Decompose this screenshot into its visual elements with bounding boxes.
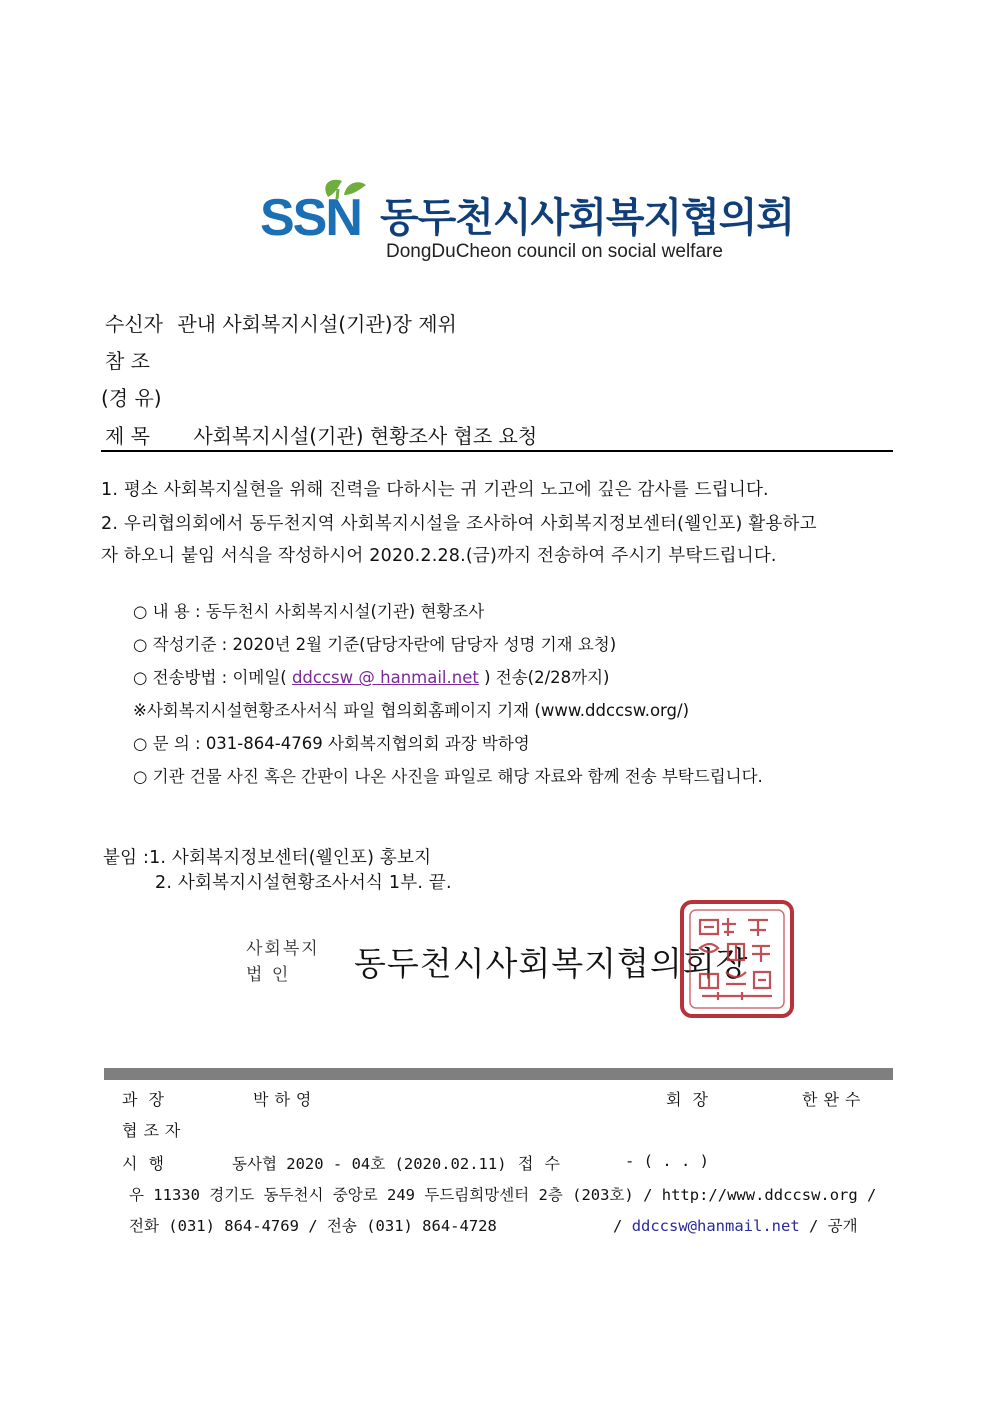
via-label: (경 유): [101, 386, 162, 410]
item-photo: ○ 기관 건물 사진 혹은 간판이 나온 사진을 파일로 해당 자료와 함께 전송 부탁드립니다.: [133, 767, 763, 786]
enforce-label: 시 행: [122, 1154, 167, 1173]
receipt-value: - ( . . ): [625, 1152, 709, 1170]
method-suffix: ) 전송(2/28까지): [484, 668, 610, 687]
recipient-row: [105, 308, 457, 337]
signature-small-bottom: 법 인: [246, 965, 291, 985]
body-paragraph-1: 1. 평소 사회복지실현을 위해 진력을 다하시는 귀 기관의 노고에 깊은 감사를 드립니다.: [101, 480, 769, 500]
footer-email-row: [613, 1214, 858, 1236]
item-basis: ○ 작성기준 : 2020년 2월 기준(담당자란에 담당자 성명 기재 요청): [133, 635, 617, 654]
attachment-2: 2. 사회복지시설현황조사서식 1부. 끝.: [155, 873, 452, 893]
recipient-label: 수신자: [105, 312, 163, 336]
footer-divider-bar: [104, 1068, 893, 1080]
cooperator-label: 협조자: [122, 1121, 187, 1140]
header-divider: [101, 450, 893, 452]
president-label: 회 장: [666, 1090, 711, 1109]
email-separator: /: [613, 1217, 623, 1235]
method-email-link[interactable]: ddccsw @ hanmail.net: [291, 668, 479, 687]
signature-small-top: 사회복지: [246, 939, 320, 959]
item-content: ○ 내 용 : 동두천시 사회복지시설(기관) 현황조사: [133, 602, 485, 621]
disclosure-status: / 공개: [809, 1217, 858, 1235]
subject-row: [105, 420, 537, 449]
ssn-logo-icon: [258, 175, 373, 245]
subject-label: 제 목: [105, 424, 150, 448]
official-seal-icon: [678, 898, 796, 1020]
item-inquiry: ○ 문 의 : 031-864-4769 사회복지협의회 과장 박하영: [133, 734, 530, 753]
svg-text:SSN: SSN: [260, 189, 361, 245]
signature-title: 동두천시사회복지협의회장: [354, 944, 749, 983]
president-name: 한완수: [802, 1090, 867, 1109]
footer-address: 우 11330 경기도 동두천시 중앙로 249 두드림희망센터 2층 (203호) / http://www.ddccsw.org /: [129, 1186, 877, 1204]
manager-label: 과 장: [122, 1090, 167, 1109]
footer-email-link[interactable]: ddccsw@hanmail.net: [631, 1217, 800, 1235]
recipient-value: 관내 사회복지시설(기관)장 제위: [177, 312, 457, 336]
item-note: ※사회복지시설현황조사서식 파일 협의회홈페이지 기재 (www.ddccsw.org/): [133, 701, 690, 720]
body-paragraph-2-cont: 자 하오니 붙임 서식을 작성하시어 2020.2.28.(금)까지 전송하여 주시기 부탁드립니다.: [101, 546, 777, 566]
org-name-english: DongDuCheon council on social welfare: [386, 241, 723, 262]
footer-phone-fax: 전화 (031) 864-4769 / 전송 (031) 864-4728: [129, 1217, 497, 1235]
method-prefix: ○ 전송방법 : 이메일(: [133, 668, 287, 687]
attachment-1: 붙임 :1. 사회복지정보센터(웰인포) 홍보지: [103, 848, 432, 868]
reference-label: 참 조: [105, 349, 150, 373]
receipt-label: 접 수: [518, 1154, 563, 1173]
subject-value: 사회복지시설(기관) 현황조사 협조 요청: [193, 424, 538, 448]
org-name-korean: 동두천시사회복지협의회: [380, 195, 795, 241]
body-paragraph-2: 2. 우리협의회에서 동두천지역 사회복지시설을 조사하여 사회복지정보센터(웰인포) 활용하고: [101, 514, 817, 534]
manager-name: 박하영: [253, 1090, 318, 1109]
item-method: [133, 664, 609, 688]
enforce-value: 동사협 2020 - 04호 (2020.02.11): [232, 1155, 507, 1173]
